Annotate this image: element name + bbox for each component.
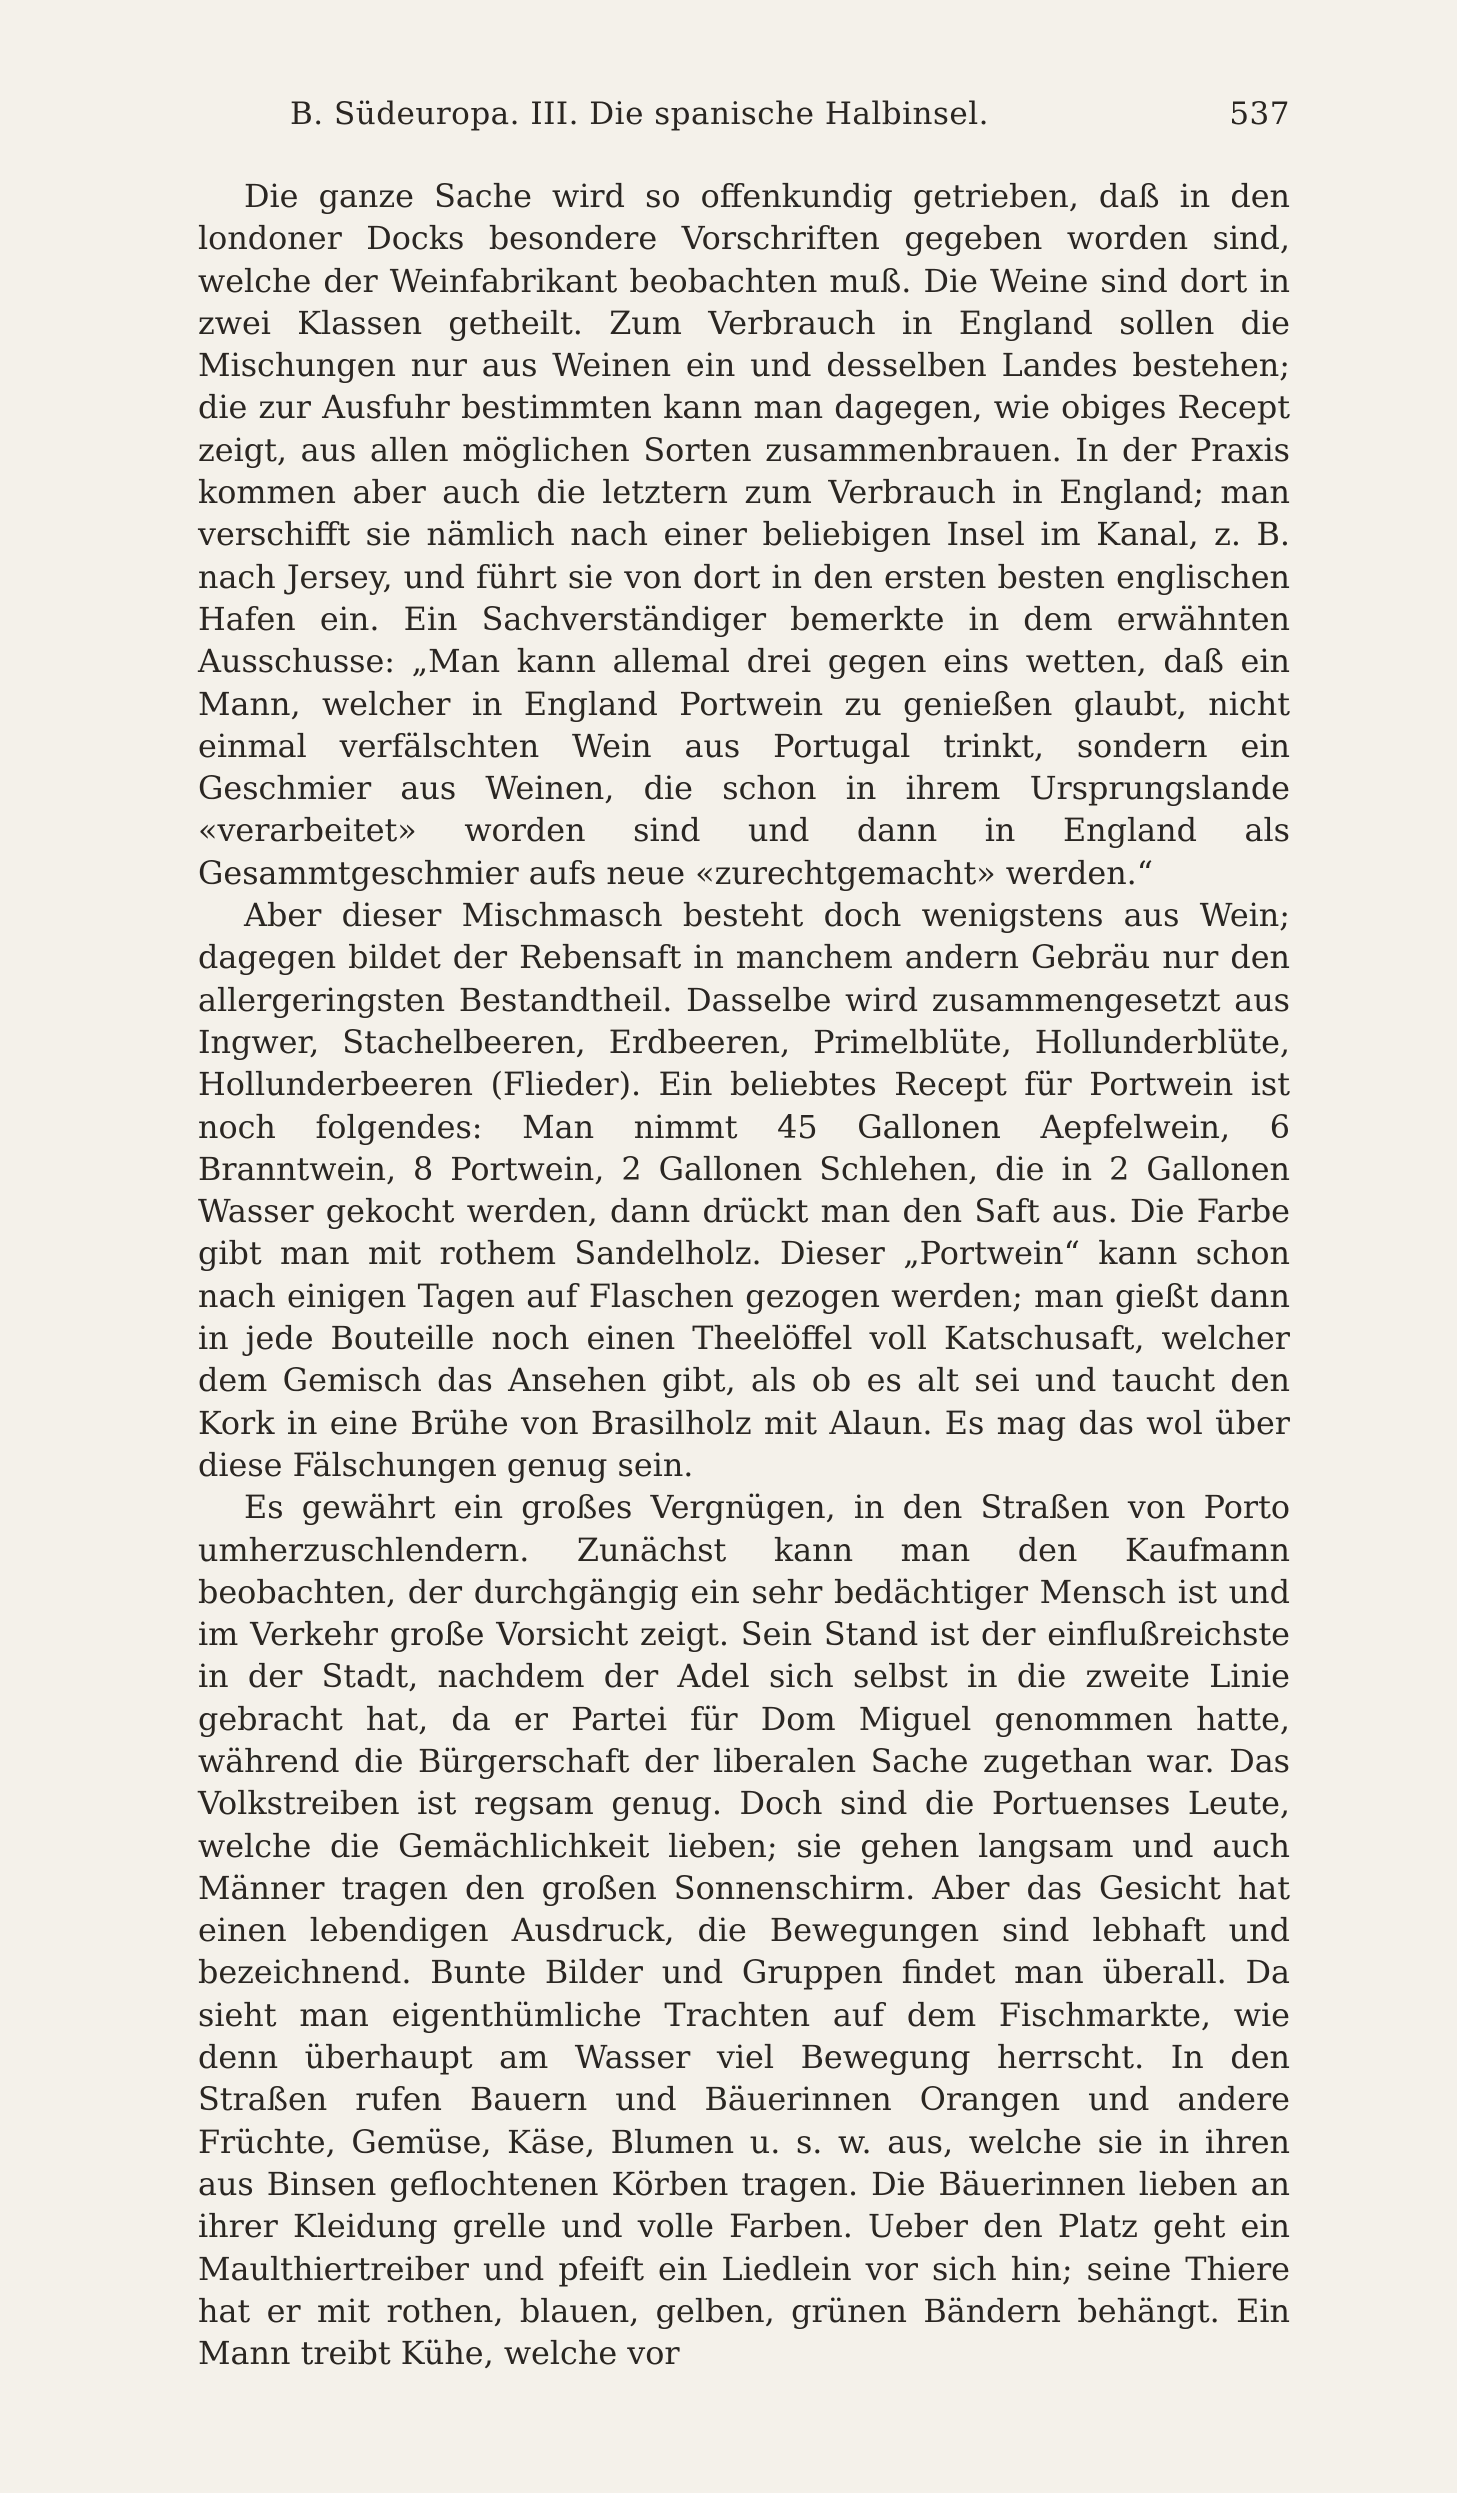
paragraph-2: Aber dieser Mischmasch besteht doch wenigstens aus Wein; dagegen bildet der Rebensaft in manchem andern Gebräu nur den allergeringsten Bestandtheil. Dasselbe wird zusammengesetzt aus Ingwer, Stachelbeeren, Erdbeeren, Primelblüte, Hollunderblüte, Hollunderbeeren (Flieder). Ein beliebtes Recept für Portwein ist noch folgendes: Man nimmt 45 Gallonen Aepfelwein, 6 Branntwein, 8 Portwein, 2 Gallonen Schlehen, die in 2 Gallonen Wasser gekocht werden, dann drückt man den Saft aus. Die Farbe gibt man mit rothem Sandelholz. Dieser „Portwein“ kann schon nach einigen Tagen auf Flaschen gezogen werden; man gießt dann in jede Bouteille noch einen Theelöffel voll Katschusaft, welcher dem Gemisch das Ansehen gibt, als ob es alt sei und taucht den Kork in eine Brühe von Brasilholz mit Alaun. Es mag das wol über diese Fälschungen genug sein. bbox=[198, 897, 1290, 1484]
page-header bbox=[290, 96, 1290, 146]
paragraph-1: Die ganze Sache wird so offenkundig getrieben, daß in den londoner Docks besondere Vorschriften gegeben worden sind, welche der Weinfabrikant beobachten muß. Die Weine sind dort in zwei Klassen getheilt. Zum Verbrauch in England sollen die Mischungen nur aus Weinen ein und desselben Landes bestehen; die zur Ausfuhr bestimmten kann man dagegen, wie obiges Recept zeigt, aus allen möglichen Sorten zusammenbrauen. In der Praxis kommen aber auch die letztern zum Verbrauch in England; man verschifft sie nämlich nach einer beliebigen Insel im Kanal, z. B. nach Jersey, und führt sie von dort in den ersten besten englischen Hafen ein. Ein Sachverständiger bemerkte in dem erwähnten Ausschusse: „Man kann allemal drei gegen eins wetten, daß ein Mann, welcher in England Portwein zu genießen glaubt, nicht einmal verfälschten Wein aus Portugal trinkt, sondern ein Geschmier aus Weinen, die schon in ihrem Ursprungslande «verarbeitet» worden sind und dann in England als Gesammtgeschmier aufs neue «zurechtgemacht» werden.“ bbox=[198, 178, 1290, 892]
body-text bbox=[198, 176, 1290, 2375]
paragraph-3: Es gewährt ein großes Vergnügen, in den Straßen von Porto umherzuschlendern. Zunächst kann man den Kaufmann beobachten, der durchgängig ein sehr bedächtiger Mensch ist und im Verkehr große Vorsicht zeigt. Sein Stand ist der einflußreichste in der Stadt, nachdem der Adel sich selbst in die zweite Linie gebracht hat, da er Partei für Dom Miguel genommen hatte, während die Bürgerschaft der liberalen Sache zugethan war. Das Volkstreiben ist regsam genug. Doch sind die Portuenses Leute, welche die Gemächlichkeit lieben; sie gehen langsam und auch Männer tragen den großen Sonnenschirm. Aber das Gesicht hat einen lebendigen Ausdruck, die Bewegungen sind lebhaft und bezeichnend. Bunte Bilder und Gruppen findet man überall. Da sieht man eigenthümliche Trachten auf dem Fischmarkte, wie denn überhaupt am Wasser viel Bewegung herrscht. In den Straßen rufen Bauern und Bäuerinnen Orangen und andere Früchte, Gemüse, Käse, Blumen u. s. w. aus, welche sie in ihren aus Binsen geflochtenen Körben tragen. Die Bäuerinnen lieben an ihrer Kleidung grelle und volle Farben. Ueber den Platz geht ein Maulthiertreiber und pfeift ein Liedlein vor sich hin; seine Thiere hat er mit rothen, blauen, gelben, grünen Bändern behängt. Ein Mann treibt Kühe, welche vor bbox=[198, 1489, 1290, 2373]
running-title: B. Südeuropa. III. Die spanische Halbinsel. bbox=[290, 96, 990, 132]
page-number: 537 bbox=[1229, 96, 1290, 132]
